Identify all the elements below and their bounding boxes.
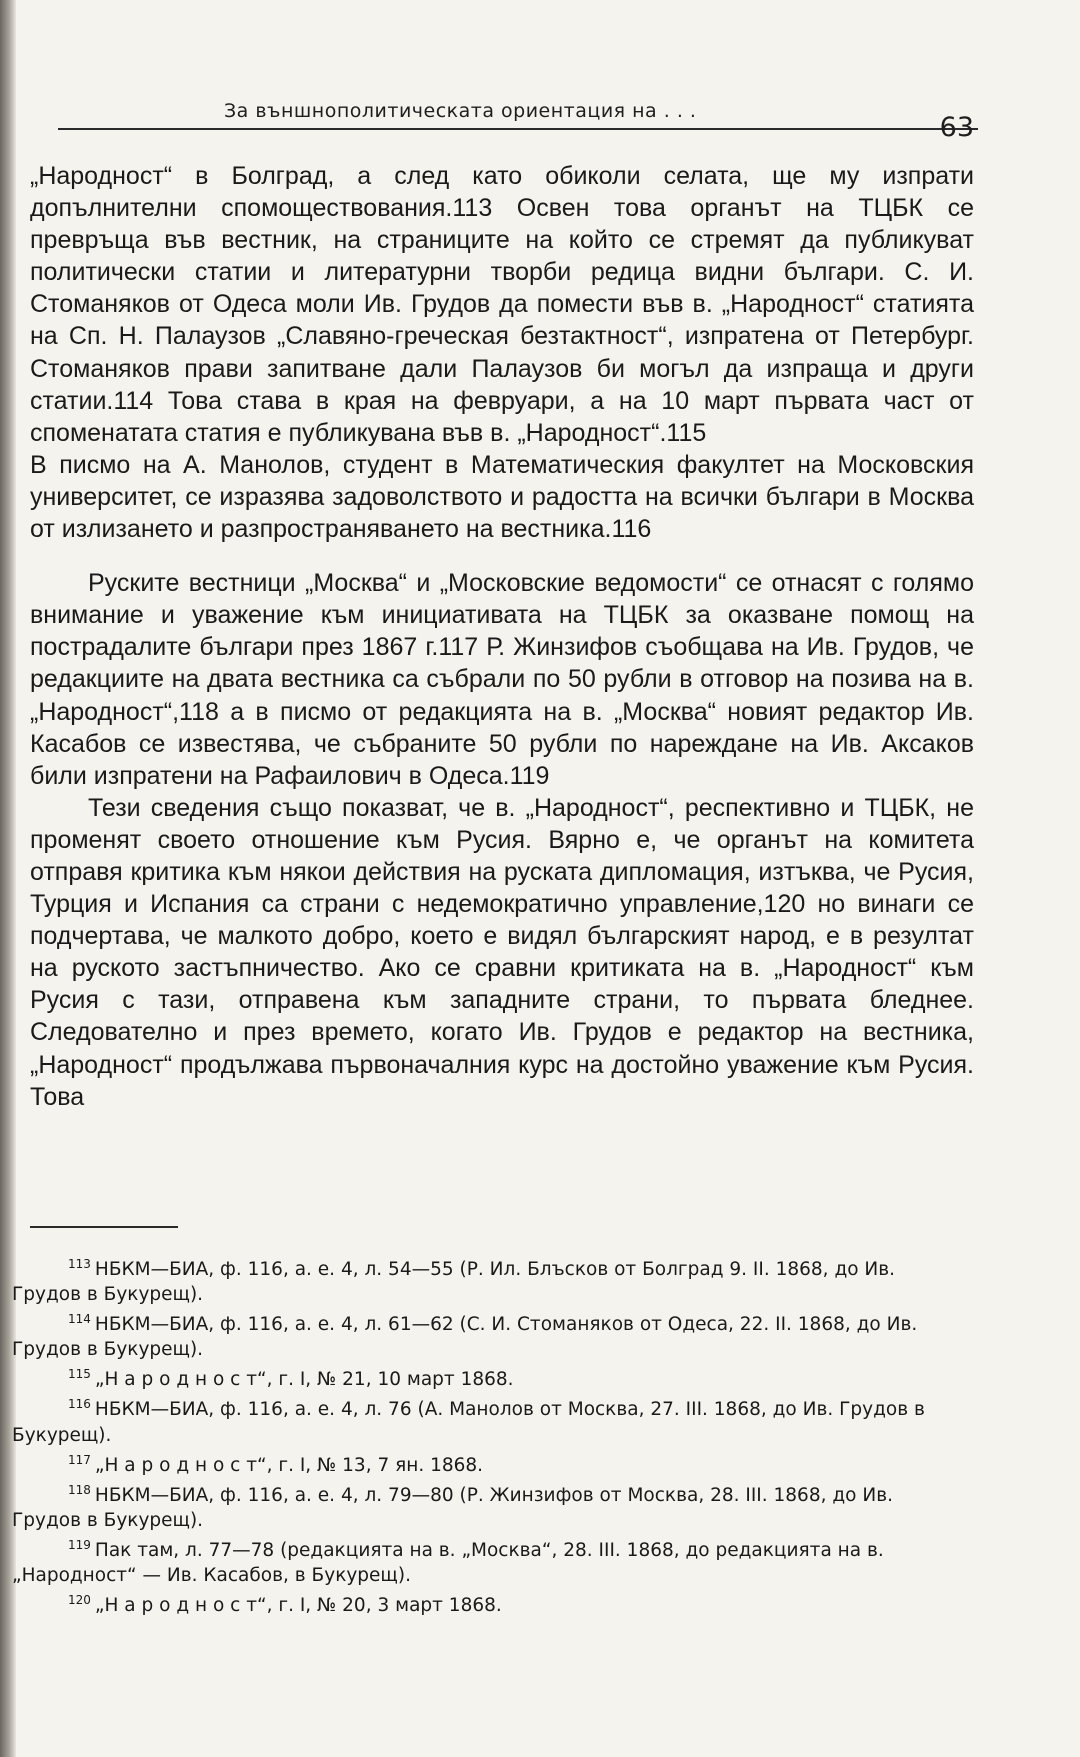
footnote-number: 113 xyxy=(68,1257,91,1271)
footnotes xyxy=(12,1252,964,1618)
footnote-text: „Н а р о д н о с т“, г. I, № 13, 7 ян. 1868. xyxy=(94,1454,484,1476)
footnote xyxy=(12,1533,964,1588)
footnote xyxy=(12,1478,964,1533)
footnote xyxy=(12,1252,964,1307)
body-text xyxy=(30,160,974,1113)
footnote-number: 115 xyxy=(68,1367,91,1382)
footnote-number: 114 xyxy=(68,1312,91,1327)
paragraph: Тези сведения също показват, че в. „Народност“, респективно и ТЦБК, не променят своето отношение към Русия. Вярно е, че органът на комитета отправя критика към някои действия на руската дипломация, изтъква, че Русия, Турция и Испания са страни с недемократично управление,120 но винаги се подчертава, че малкото добро, което е видял българският народ, е в резултат на руското застъпничество. Ако се сравни критиката на в. „Народност“ към Русия с тази, отправена към западните страни, то първата бледнее. Следователно и през времето, когато Ив. Грудов е редактор на вестника, „Народност“ продължава първоначалния курс на достойно уважение към Русия. Това xyxy=(30,793,974,1111)
footnote-text: НБКМ—БИА, ф. 116, а. е. 4, л. 79—80 (Р. Жинзифов от Москва, 28. III. 1868, до Ив. Грудов в Букурещ). xyxy=(12,1484,893,1531)
footnote-text: „Н а р о д н о с т“, г. I, № 21, 10 март 1868. xyxy=(94,1369,514,1391)
footnote xyxy=(12,1588,964,1618)
footnote-text: НБКМ—БИА, ф. 116, а. е. 4, л. 61—62 (С. И. Стоманяков от Одеса, 22. II. 1868, до Ив. Грудов в Букурещ). xyxy=(12,1314,918,1361)
header-rule xyxy=(58,128,978,130)
footnote xyxy=(12,1307,964,1362)
paragraph: Руските вестници „Москва“ и „Московские ведомости“ се отнасят с голямо внимание и уважение към инициативата на ТЦБК за оказване помощ на пострадалите българи през 1867 г.117 Р. Жинзифов съобщава на Ив. Грудов, че редакциите на двата вестника са събрали по 50 рубли в отговор на позива на в. „Народност“,118 а в писмо от редакцията на в. „Москва“ новият редактор Ив. Касабов се известява, че събраните 50 рубли по нареждане на Ив. Аксаков били изпратени на Рафаилович в Одеса.119 xyxy=(30,569,974,790)
footnote-number: 119 xyxy=(68,1537,91,1552)
footnote-number: 117 xyxy=(68,1452,91,1467)
footnote-text: Пак там, л. 77—78 (редакцията на в. „Москва“, 28. III. 1868, до редакцията на в. „Народност“ — Ив. Касабов, в Букурещ). xyxy=(12,1540,884,1587)
footnote-text: НБКМ—БИА, ф. 116, а. е. 4, л. 76 (А. Манолов от Москва, 27. III. 1868, до Ив. Грудов в Букурещ). xyxy=(12,1399,925,1446)
footnote-text: НБКМ—БИА, ф. 116, а. е. 4, л. 54—55 (Р. Ил. Блъсков от Болград 9. II. 1868, до Ив. Грудов в Букурещ). xyxy=(12,1259,896,1306)
footnote-number: 118 xyxy=(68,1482,91,1497)
footnote xyxy=(12,1392,964,1447)
footnote-number: 116 xyxy=(68,1397,91,1412)
footnote xyxy=(12,1362,964,1392)
footnote-rule xyxy=(30,1226,178,1228)
footnote xyxy=(12,1448,964,1478)
page-number: 63 xyxy=(939,112,974,143)
footnote-text: „Н а р о д н о с т“, г. I, № 20, 3 март 1868. xyxy=(94,1595,502,1617)
paragraph: В писмо на А. Манолов, студент в Математическия факултет на Московския университет, се изразява задоволството и радостта на всички българи в Москва от излизането и разпространяването на вестника.116 xyxy=(30,450,974,544)
footnote-number: 120 xyxy=(68,1593,91,1608)
running-head: За външнополитическата ориентация на . . . xyxy=(224,100,697,122)
page-header xyxy=(58,100,988,146)
paragraph: „Народност“ в Болград, а след като обиколи селата, ще му изпрати допълнителни спомоществования.113 Освен това органът на ТЦБК се превръща във вестник, на страниците на който се стремят да публикуват политически статии и литературни творби редица видни българи. С. И. Стоманяков от Одеса моли Ив. Грудов да помести във в. „Народност“ статията на Сп. Н. Палаузов „Славяно-греческая безтактност“, изпратена от Петербург. Стоманяков прави запитване дали Палаузов би могъл да изпраща и други статии.114 Това става в края на февруари, а на 10 март първата част от споменатата статия е публикувана във в. „Народност“.115 xyxy=(30,162,974,447)
